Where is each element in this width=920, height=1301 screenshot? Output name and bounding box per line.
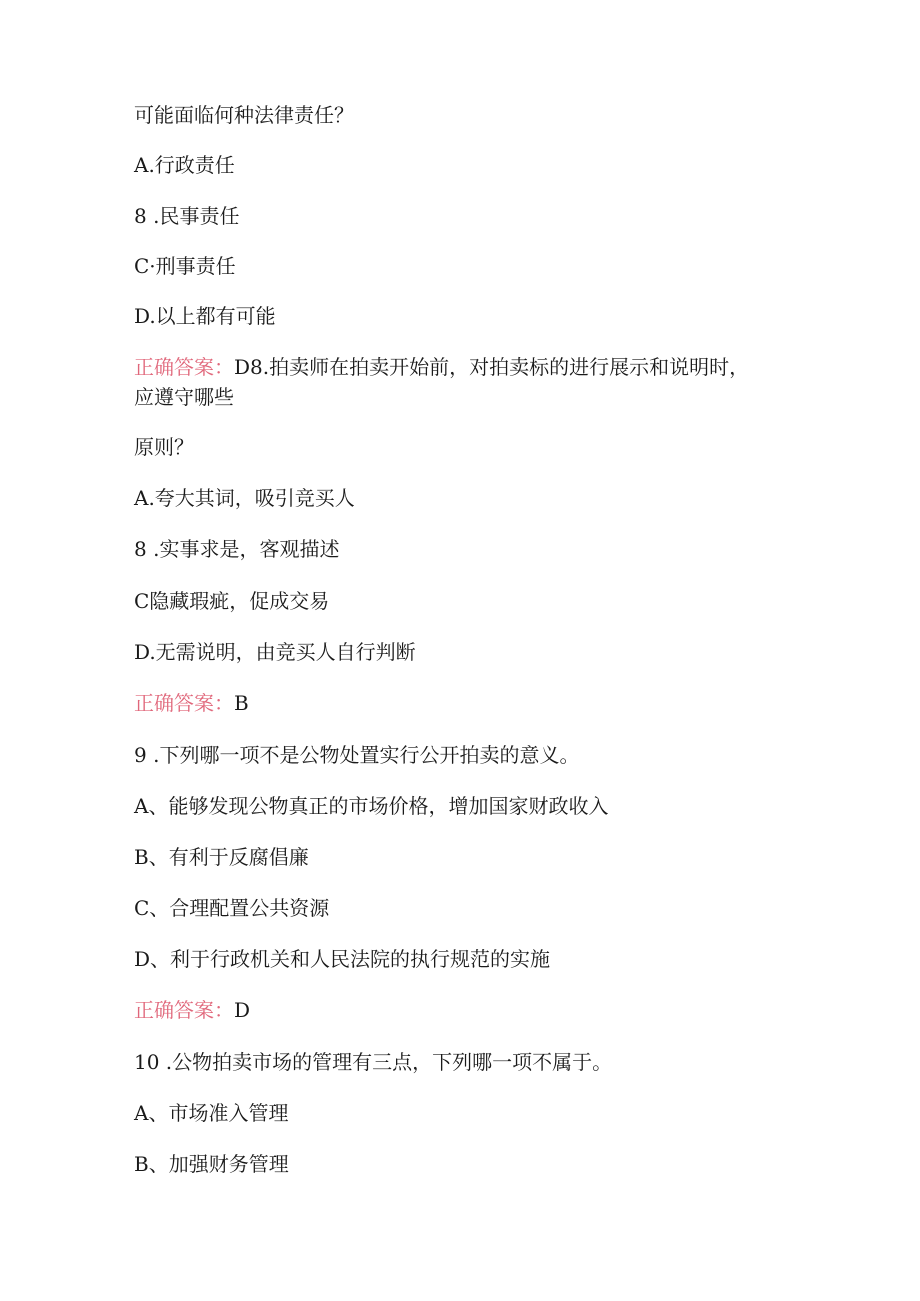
question-text: 9 .下列哪一项不是公物处置实行公开拍卖的意义。 (134, 743, 580, 767)
answer-value: B (234, 691, 249, 715)
option-b: B、加强财务管理 (134, 1152, 289, 1176)
question-text-continued: 原则？ (134, 435, 194, 459)
option-d: D.以上都有可能 (134, 304, 276, 328)
option-d: D.无需说明，由竞买人自行判断 (134, 640, 416, 664)
option-b: 8 .民事责任 (134, 204, 240, 228)
answer-label: 正确答案： (134, 355, 234, 379)
question-text: 10 .公物拍卖市场的管理有三点，下列哪一项不属于。 (134, 1050, 613, 1074)
answer-with-question: D8.拍卖师在拍卖开始前，对拍卖标的进行展示和说明时， (234, 355, 750, 379)
option-a: A、能够发现公物真正的市场价格，增加国家财政收入 (134, 794, 609, 818)
answer-line (134, 354, 749, 380)
option-c: C、合理配置公共资源 (134, 896, 330, 920)
option-a: A.行政责任 (134, 153, 235, 177)
option-d: D、利于行政机关和人民法院的执行规范的实施 (134, 947, 551, 971)
question-text: 可能面临何种法律责任？ (134, 103, 354, 127)
answer-label: 正确答案： (134, 998, 234, 1022)
answer-line (134, 997, 250, 1023)
answer-value: D (234, 998, 251, 1022)
option-a: A.夸大其词，吸引竞买人 (134, 486, 355, 510)
option-c: C·刑事责任 (134, 254, 236, 278)
option-b: 8 .实事求是，客观描述 (134, 537, 340, 561)
option-c: C隐藏瑕疵，促成交易 (134, 589, 330, 613)
answer-line (134, 690, 249, 716)
answer-label: 正确答案： (134, 691, 234, 715)
option-b: B、有利于反腐倡廉 (134, 845, 309, 869)
option-a: A、市场准入管理 (134, 1101, 289, 1125)
question-text-continued: 应遵守哪些 (134, 385, 234, 409)
